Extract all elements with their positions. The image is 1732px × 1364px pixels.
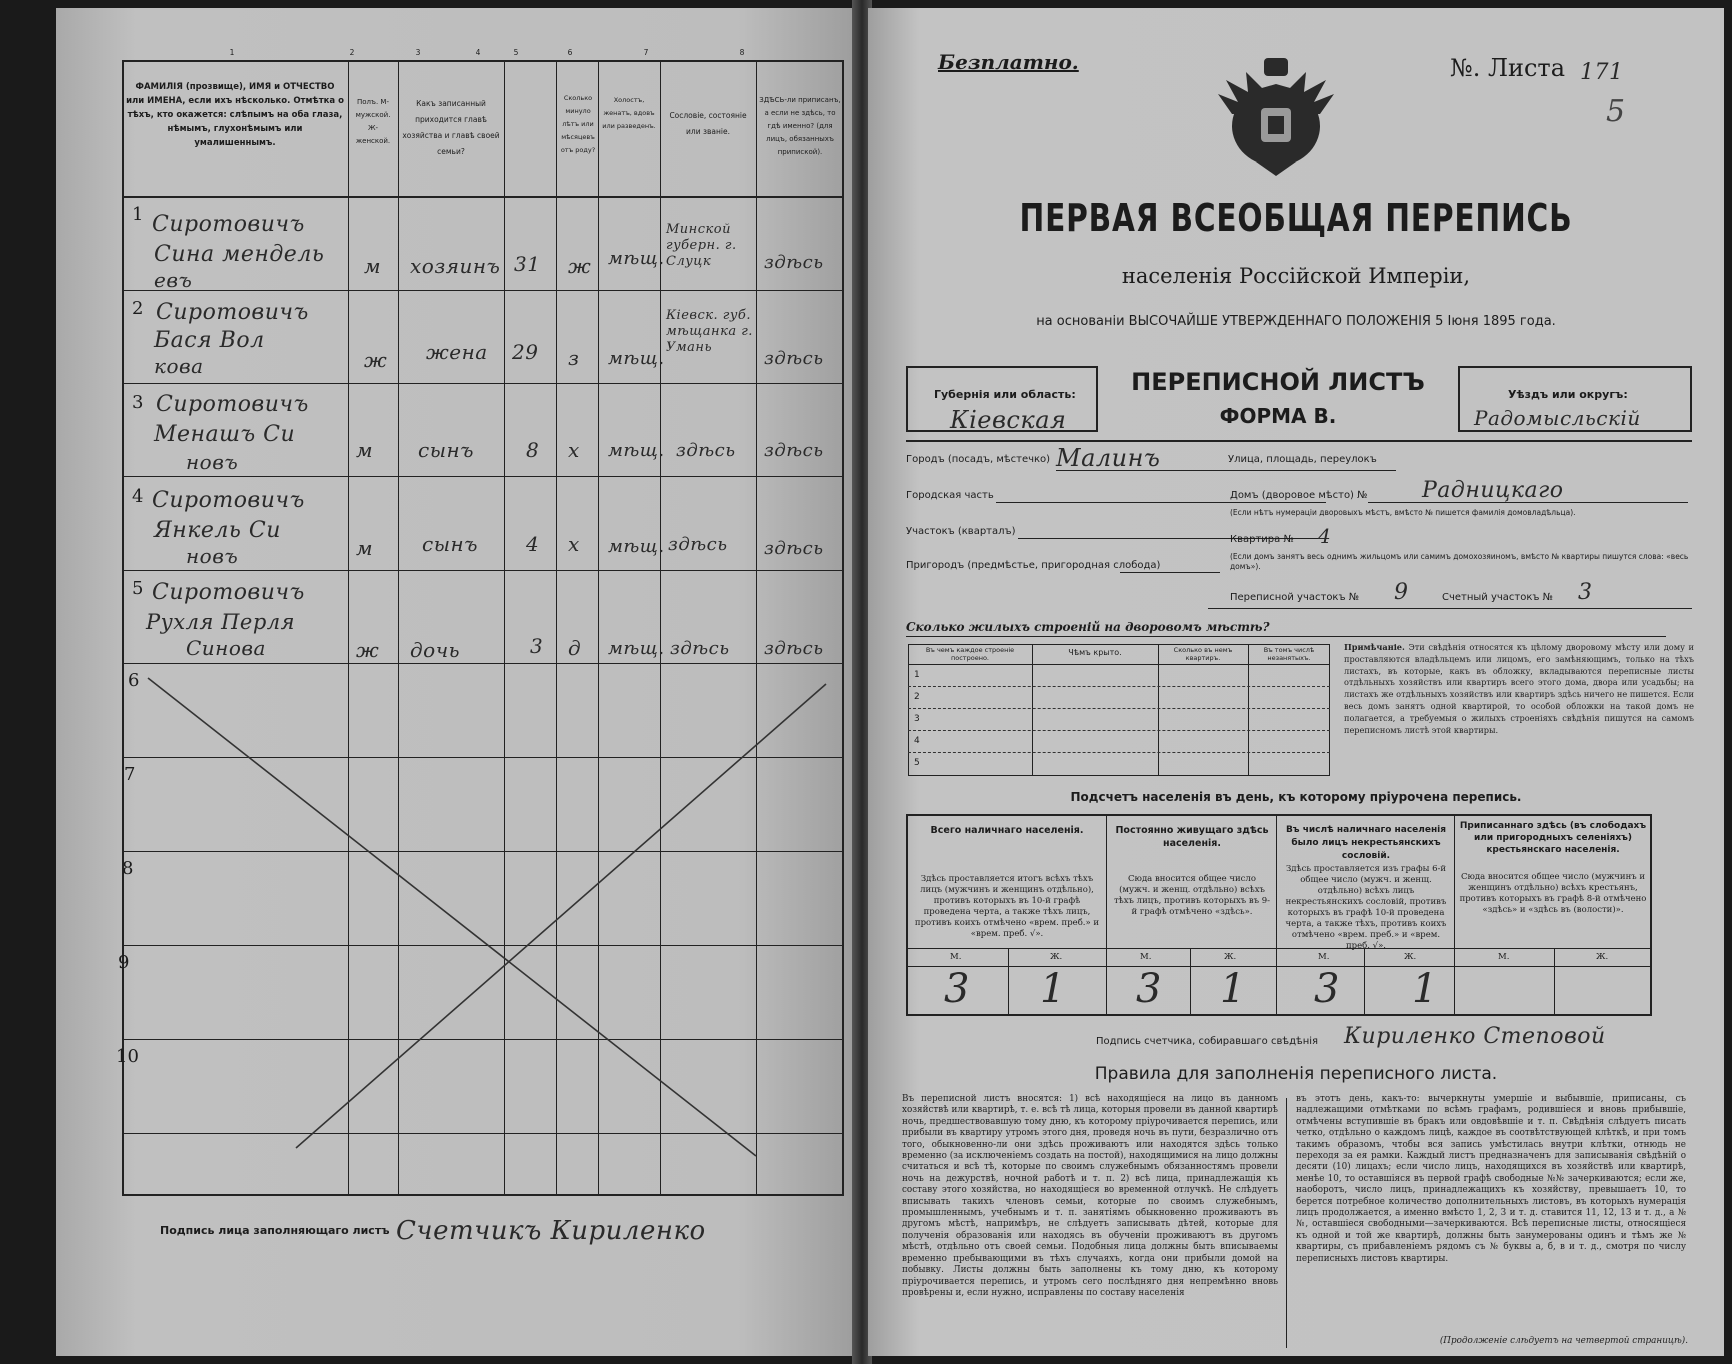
age: 8 bbox=[526, 438, 540, 462]
count-col-title: Всего наличнаго населенія. bbox=[930, 825, 1084, 836]
street-label: Улица, площадь, переулокъ bbox=[1228, 454, 1377, 465]
male-label: М. bbox=[1318, 952, 1330, 962]
relation: дочь bbox=[410, 638, 461, 662]
buildings-question: Сколько жилыхъ строеній на дворовомъ мѣстѣ? bbox=[906, 620, 1270, 634]
count-col-text: Сюда вносится общее число (мужчинъ и женщинъ отдѣльно) всѣхъ крестьянъ, противъ которыхъ въ графѣ 8-й отмѣчено «здѣсь» и «здѣсь въ (волости)». bbox=[1459, 872, 1647, 915]
registered: здѣсь bbox=[764, 440, 824, 461]
female-count: 1 bbox=[1040, 966, 1066, 1012]
male-label: М. bbox=[950, 952, 962, 962]
sub-title: населенія Россійской Имперіи, bbox=[1121, 264, 1471, 288]
rules-title: Правила для заполненія переписного листа. bbox=[1094, 1064, 1498, 1084]
given-name: Рухля Перля bbox=[146, 610, 296, 634]
buildings-header: Въ томъ числѣ незанятыхъ. bbox=[1263, 646, 1315, 662]
buildings-row: 2 bbox=[914, 692, 920, 702]
house-value: Радницкаго bbox=[1422, 478, 1564, 503]
sex: ж bbox=[364, 348, 388, 372]
born: здѣсь bbox=[668, 534, 728, 555]
given-name-cont: Синова bbox=[186, 636, 266, 660]
count-col-text: Сюда вносится общее число (мужч. и женщ. отдѣльно) всѣхъ тѣхъ лицъ, противъ которыхъ въ 9-й графѣ отмѣчено «здѣсь». bbox=[1113, 874, 1271, 917]
born: Кіевск. губ. мѣщанка г. Умань bbox=[666, 308, 753, 355]
surname: Сиротовичъ bbox=[156, 392, 309, 417]
left-page bbox=[56, 8, 859, 1356]
signature-label: Подпись лица заполняющаго листъ bbox=[160, 1224, 390, 1237]
buildings-header: Въ чемъ каждое строеніе построено. bbox=[925, 646, 1015, 662]
buildings-header: Сколько въ немъ квартиръ. bbox=[1173, 646, 1233, 662]
col-num: 5 bbox=[513, 48, 519, 57]
city-value: Малинъ bbox=[1056, 444, 1161, 472]
district-value: Радомысльскій bbox=[1474, 406, 1641, 430]
col-header-estate: Сословіе, состояніе или званіе. bbox=[669, 111, 747, 136]
born: Минской губерн. г. Слуцк bbox=[666, 222, 737, 269]
surname: Сиротовичъ bbox=[152, 580, 305, 605]
female-label: Ж. bbox=[1224, 952, 1237, 962]
province-label: Губернія или область: bbox=[934, 388, 1076, 401]
row-number: 2 bbox=[132, 298, 144, 319]
female-label: Ж. bbox=[1404, 952, 1417, 962]
male-label: М. bbox=[1140, 952, 1152, 962]
district-label: Уѣздъ или округъ: bbox=[1508, 388, 1628, 401]
note-block bbox=[1344, 642, 1694, 736]
sex: м bbox=[364, 254, 382, 278]
right-page bbox=[868, 8, 1724, 1356]
note-text: Эти свѣдѣнія относятся къ цѣлому дворовому мѣсту или дому и проставляются владѣльцемъ или лицомъ, его замѣняющимъ, только на тѣхъ листахъ, въ которые, какъ въ обложку, вкладываются переписные листы отдѣльныхъ хозяйствъ или квартиръ всего этого дома, двора или усадьбы; на листахъ же отдѣльныхъ хозяйствъ или квартиръ здѣсь ничего не пишется. Если весь домъ занятъ одной квартирой, то особой обложки на такой домъ не полагается, а требуемыя о жилыхъ строеніяхъ свѣдѣнія пишутся на самомъ переписномъ листѣ этой квартиры. bbox=[1344, 642, 1694, 735]
given-name-cont: евъ bbox=[154, 268, 193, 292]
col-header-age: Сколько минуло лѣтъ или мѣсяцевъ отъ роду? bbox=[560, 94, 596, 154]
married: з bbox=[568, 346, 580, 370]
apartment-value: 4 bbox=[1318, 524, 1332, 548]
given-name-cont: новъ bbox=[186, 450, 239, 474]
buildings-row: 3 bbox=[914, 714, 920, 724]
row-number: 5 bbox=[132, 578, 144, 599]
precinct-label: Участокъ (кварталъ) bbox=[906, 526, 1016, 537]
registered: здѣсь bbox=[764, 348, 824, 369]
estate: мѣщ. bbox=[608, 638, 665, 659]
count-col-title: Въ числѣ наличнаго населенія было лицъ некрестьянскихъ сословій. bbox=[1285, 825, 1447, 861]
note-title: Примѣчаніе. bbox=[1344, 642, 1405, 652]
given-name: Бася Вол bbox=[154, 328, 265, 353]
free-label: Безплатно. bbox=[938, 50, 1079, 74]
surname: Сиротовичъ bbox=[152, 488, 305, 513]
sheet-title: ПЕРЕПИСНОЙ ЛИСТЪ bbox=[1131, 368, 1425, 396]
given-name-cont: кова bbox=[154, 354, 204, 378]
counter-signature-label: Подпись счетчика, собиравшаго свѣдѣнія bbox=[1096, 1036, 1319, 1047]
sheet-number-label: №. Листа bbox=[1450, 54, 1566, 82]
count-col-text: Здѣсь проставляется итогъ всѣхъ тѣхъ лицъ (мужчинъ и женщинъ отдѣльно), противъ которыхъ въ 10-й графѣ проведена черта, а также тѣхъ лицъ, противъ коихъ отмѣчено «врем. преб.» и «врем. преб. √». bbox=[914, 874, 1100, 939]
pencil-number: 5 bbox=[1606, 94, 1626, 129]
col-num: 8 bbox=[739, 48, 745, 57]
row-number: 1 bbox=[132, 204, 144, 225]
female-count: 1 bbox=[1220, 966, 1246, 1012]
signature-value: Счетчикъ Кириленко bbox=[396, 1216, 706, 1246]
col-num: 3 bbox=[415, 48, 421, 57]
col-header-married: Холостъ, женатъ, вдовъ или разведенъ. bbox=[602, 96, 656, 130]
given-name: Сина мендель bbox=[154, 242, 325, 267]
male-count: 3 bbox=[944, 966, 970, 1012]
registered: здѣсь bbox=[764, 252, 824, 273]
age: 3 bbox=[530, 634, 544, 658]
col-num: 6 bbox=[567, 48, 573, 57]
married: ж bbox=[568, 254, 592, 278]
given-name: Менашъ Си bbox=[154, 422, 296, 447]
row-number: 4 bbox=[132, 486, 144, 507]
suburb-label: Пригородъ (предмѣстье, пригородная слобода) bbox=[906, 560, 1161, 571]
relation: хозяинъ bbox=[410, 254, 501, 278]
cross-out-mark bbox=[56, 8, 859, 1356]
female-label: Ж. bbox=[1050, 952, 1063, 962]
age: 31 bbox=[514, 252, 541, 276]
given-name-cont: новъ bbox=[186, 544, 239, 568]
col-num: 7 bbox=[643, 48, 649, 57]
col-header-registered: ЗДѢСЬ-ли приписанъ, а если не здѣсь, то гдѣ именно? (для лицъ, обязанныхъ припиской). bbox=[759, 96, 841, 156]
buildings-row: 4 bbox=[914, 736, 920, 746]
estate: мѣщ. bbox=[608, 536, 665, 557]
col-header-sex: Полъ. М-мужской. Ж-женской. bbox=[355, 98, 391, 145]
col-header-name: ФАМИЛІЯ (прозвище), ИМЯ и ОТЧЕСТВО или ИМЕНА, если ихъ нѣсколько. Отмѣтка о тѣхъ, кто окажется: слѣпымъ на оба глаза, нѣмымъ, глухонѣмымъ или умалишеннымъ. bbox=[126, 82, 344, 148]
born: здѣсь bbox=[670, 638, 730, 659]
count-section-label: Счетный участокъ № bbox=[1442, 592, 1554, 603]
registered: здѣсь bbox=[764, 638, 824, 659]
married: х bbox=[568, 532, 580, 556]
age: 29 bbox=[512, 340, 539, 364]
sex: м bbox=[356, 536, 374, 560]
married: д bbox=[568, 636, 582, 660]
relation: сынъ bbox=[418, 438, 474, 462]
imperial-eagle-emblem bbox=[1216, 54, 1336, 178]
count-title: Подсчетъ населенія въ день, къ которому пріурочена перепись. bbox=[1070, 790, 1522, 804]
census-section-value: 9 bbox=[1394, 580, 1409, 605]
sheet-form: ФОРМА В. bbox=[1219, 404, 1337, 428]
married: х bbox=[568, 438, 580, 462]
sex: ж bbox=[356, 638, 380, 662]
apartment-label: Квартира № bbox=[1230, 534, 1294, 545]
born: здѣсь bbox=[676, 440, 736, 461]
male-count: 3 bbox=[1314, 966, 1340, 1012]
row-number: 7 bbox=[124, 764, 136, 785]
row-number: 9 bbox=[118, 952, 130, 973]
city-label: Городъ (посадъ, мѣстечко) bbox=[906, 454, 1051, 465]
col-header-relation: Какъ записанный приходится главѣ хозяйства и главѣ своей семьи? bbox=[402, 99, 500, 156]
rules-continue-note: (Продолженіе слѣдуетъ на четвертой страницѣ). bbox=[1439, 1336, 1688, 1346]
row-number: 8 bbox=[122, 858, 134, 879]
buildings-header: Чѣмъ крыто. bbox=[1068, 648, 1122, 657]
rules-right-column: въ этотъ день, какъ-то: вычеркнуты умершіе и выбывшіе, приписаны, съ надлежащими отмѣтками по всѣмъ графамъ, родившіеся и вновь прибывшіе, отмѣчены вступившіе въ бракъ или овдовѣвшіе и т. п. Свѣдѣнія слѣдуетъ писать четко, отдѣльно о каждомъ лицѣ, каждое въ соотвѣтствующей клѣткѣ, и при томъ такимъ образомъ, чтобы вся запись умѣстилась внутри клѣтки, отнюдь не переходя за ея рамки. Каждый листъ предназначенъ для записыванія свѣдѣній о десяти (10) лицахъ; если число лицъ, находящихся въ хозяйствѣ или квартирѣ, менѣе 10, то оставшіяся въ первой графѣ свободные №№ зачеркиваются; если же, наоборотъ, число лицъ, принадлежащихъ къ хозяйству, превышаетъ 10, то берется потребное количество дополнительныхъ листовъ, въ которыхъ нумерація лицъ продолжается, а именно вмѣсто 1, 2, 3 и т. д. ставится 11, 12, 13 и т. д., а №№, оставшіеся свободными—зачеркиваются. Всѣ переписные листы, относящіеся къ одной и той же квартирѣ, должны быть занумерованы одинъ и тѣмъ же № квартиры, съ прибавленіемъ рядомъ съ № буквы а, б, в и т. д., смотря по числу переписныхъ листовъ квартиры. bbox=[1296, 1094, 1686, 1264]
given-name: Янкель Си bbox=[154, 518, 281, 543]
row-number: 3 bbox=[132, 392, 144, 413]
age: 4 bbox=[526, 532, 540, 556]
city-part-label: Городская часть bbox=[906, 490, 994, 501]
house-label: Домъ (дворовое мѣсто) № bbox=[1230, 490, 1368, 501]
female-label: Ж. bbox=[1596, 952, 1609, 962]
count-section-value: 3 bbox=[1578, 580, 1593, 605]
province-value: Кіевская bbox=[950, 406, 1067, 434]
census-section-label: Переписной участокъ № bbox=[1230, 592, 1360, 603]
apartment-note: (Если домъ занятъ весь однимъ жильцомъ или самимъ домохозяиномъ, вмѣсто № квартиры пишутся слова: «весь домъ»). bbox=[1230, 552, 1689, 571]
surname: Сиротовичъ bbox=[152, 212, 305, 237]
buildings-row: 5 bbox=[914, 758, 920, 768]
male-count: 3 bbox=[1136, 966, 1162, 1012]
sex: м bbox=[356, 438, 374, 462]
count-col-title: Приписаннаго здѣсь (въ слободахъ или пригородныхъ селеніяхъ) крестьянскаго населенія. bbox=[1459, 821, 1647, 855]
col-num: 2 bbox=[349, 48, 355, 57]
estate: мѣщ. bbox=[608, 348, 665, 369]
col-num: 4 bbox=[475, 48, 481, 57]
female-count: 1 bbox=[1412, 966, 1438, 1012]
male-label: М. bbox=[1498, 952, 1510, 962]
count-col-title: Постоянно живущаго здѣсь населенія. bbox=[1115, 825, 1269, 849]
relation: жена bbox=[426, 340, 488, 364]
estate: мѣщ. bbox=[608, 440, 665, 461]
main-title: ПЕРВАЯ ВСЕОБЩАЯ ПЕРЕПИСЬ bbox=[1019, 196, 1573, 240]
count-col-text: Здѣсь проставляется изъ графы 6-й общее число (мужч. и женщ. отдѣльно) всѣхъ лицъ некрестьянскихъ сословій, противъ которыхъ въ графѣ 10-й проведена черта, а также тѣхъ, противъ коихъ отмѣчено «врем. преб.» и «врем. преб. √». bbox=[1285, 864, 1447, 951]
col-num: 1 bbox=[229, 48, 235, 57]
house-note: (Если нѣтъ нумераціи дворовыхъ мѣстъ, вмѣсто № пишется фамилія домовладѣльца). bbox=[1230, 508, 1576, 517]
sheet-number-value: 171 bbox=[1580, 60, 1624, 85]
relation: сынъ bbox=[422, 532, 478, 556]
row-number: 10 bbox=[116, 1046, 139, 1067]
rules-left-column: Въ переписной листъ вносятся: 1) всѣ находящіеся на лицо въ данномъ хозяйствѣ или квартирѣ, т. е. всѣ тѣ лица, которыя провели въ данной квартирѣ ночь, предшествовавшую тому дню, къ которому пріурочивается перепись, или прибыли въ квартиру утромъ этого дня, проведя ночь въ пути, безразлично отъ того, обыкновенно-ли они здѣсь проживаютъ или находятся здѣсь только временно (за исключеніемъ создать на постой), находящимися на лицо должны считаться и всѣ тѣ, которые по своимъ служебнымъ обязанностямъ провели ночь на дежурствѣ, ночной работѣ и т. п. 2) всѣ лица, принадлежащія къ составу этого хозяйства, но находящіеся во временной отлучкѣ. Не слѣдуетъ вписывать такихъ членовъ семьи, которые по своимъ служебнымъ, промышленнымъ, учебнымъ и т. п. занятіямъ обыкновенно проживаютъ въ другомъ мѣстѣ, напримѣръ, не слѣдуетъ записывать дѣтей, которые для полученія образованія или находясь въ обученіи проживаютъ въ другомъ мѣстѣ, отдѣльно отъ своей семьи. Подобныя лица должны быть вписываемы временно пребывающими въ тѣхъ случаяхъ, когда они прибыли домой на побывку. Листы должны быть заполнены къ тому дню, къ которому пріурочивается перепись, и утромъ сего послѣдняго дня непремѣнно вновь провѣрены и, если нужно, исправлены по составу населенія bbox=[902, 1094, 1278, 1298]
estate: мѣщ. bbox=[608, 248, 665, 269]
buildings-row: 1 bbox=[914, 670, 920, 680]
registered: здѣсь bbox=[764, 538, 824, 559]
surname: Сиротовичъ bbox=[156, 300, 309, 325]
counter-signature-value: Кириленко Степовой bbox=[1344, 1024, 1606, 1049]
basis-line: на основаніи ВЫСОЧАЙШЕ УТВЕРЖДЕННАГО ПОЛОЖЕНІЯ 5 Іюня 1895 года. bbox=[1036, 314, 1556, 329]
row-number: 6 bbox=[128, 670, 140, 691]
